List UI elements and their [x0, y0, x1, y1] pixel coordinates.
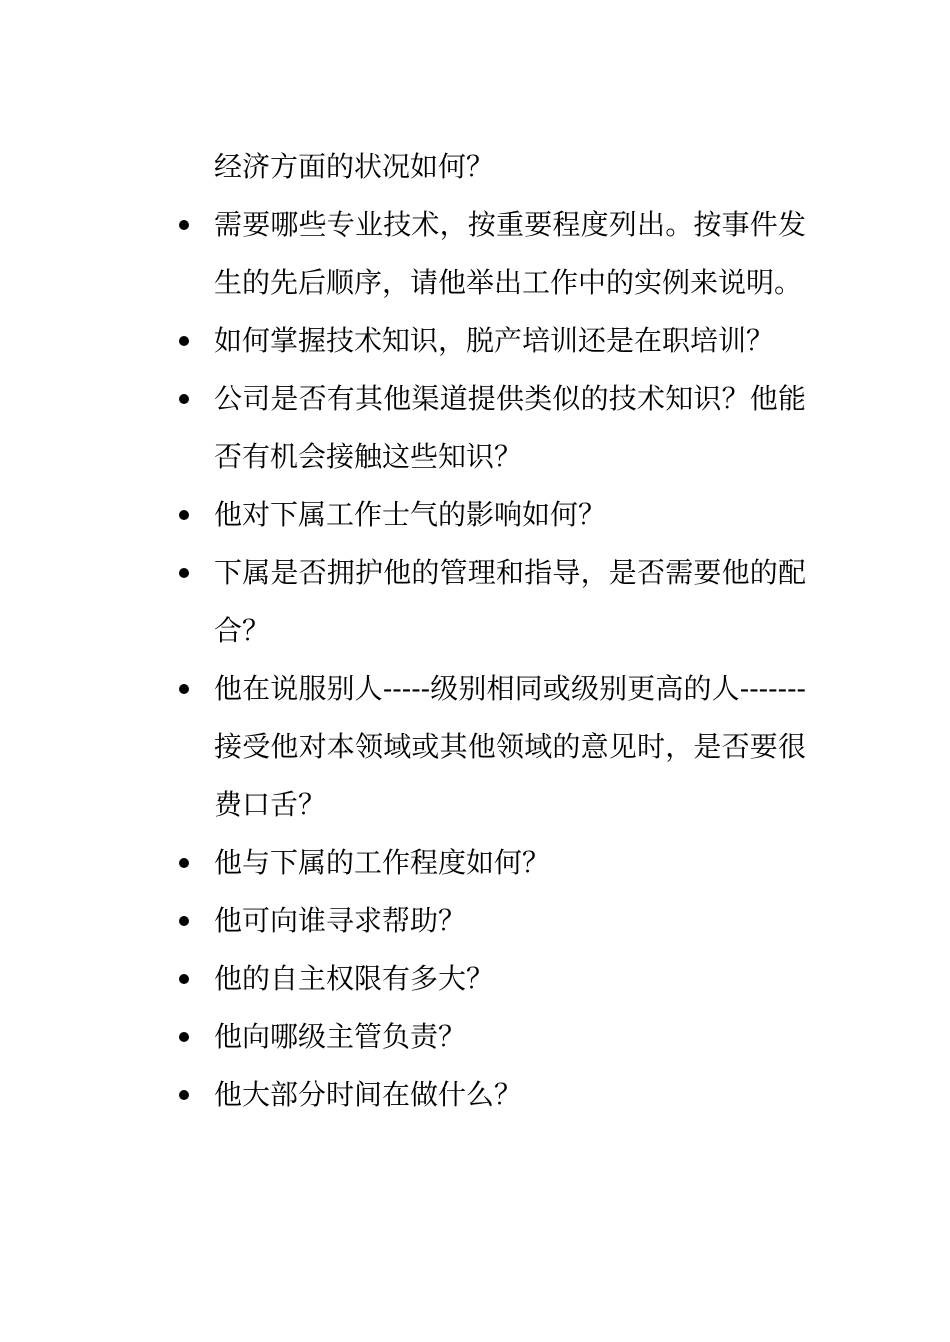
- bullet-icon: [179, 684, 189, 694]
- list-item-text: 如何掌握技术知识，脱产培训还是在职培训？: [214, 324, 775, 357]
- list-item-text: 需要哪些专业技术，按重要程度列出。按事件发生的先后顺序，请他举出工作中的实例来说明。: [214, 208, 806, 299]
- continuation-line: 经济方面的状况如何？: [214, 150, 495, 183]
- bullet-icon: [179, 1090, 189, 1100]
- list-item: [214, 544, 806, 660]
- list-item: [214, 1008, 806, 1066]
- list-item: [214, 370, 806, 486]
- bullet-icon: [179, 394, 189, 404]
- list-item: [214, 312, 806, 370]
- list-item: [214, 486, 806, 544]
- bullet-icon: [179, 974, 189, 984]
- bullet-icon: [179, 858, 189, 868]
- list-item-text: 他在说服别人-----级别相同或级别更高的人-------接受他对本领域或其他领域的意见时，是否要很费口舌？: [214, 672, 806, 821]
- bullet-icon: [179, 510, 189, 520]
- list-item-text: 他对下属工作士气的影响如何？: [214, 498, 607, 531]
- bullet-icon: [179, 1032, 189, 1042]
- list-item: [214, 196, 806, 312]
- list-item-text: 他可向谁寻求帮助？: [214, 904, 467, 937]
- bullet-icon: [179, 916, 189, 926]
- list-item: [214, 660, 806, 834]
- list-item: [214, 834, 806, 892]
- list-item-text: 下属是否拥护他的管理和指导，是否需要他的配合？: [214, 556, 806, 647]
- list-item-text: 他大部分时间在做什么？: [214, 1078, 523, 1111]
- list-item-text: 他的自主权限有多大？: [214, 962, 495, 995]
- list-item-text: 他与下属的工作程度如何？: [214, 846, 551, 879]
- list-item: [214, 950, 806, 1008]
- document-body: [214, 138, 806, 1124]
- list-item: [214, 892, 806, 950]
- bullet-icon: [179, 568, 189, 578]
- list-item: [214, 1066, 806, 1124]
- bullet-icon: [179, 220, 189, 230]
- bullet-icon: [179, 336, 189, 346]
- list-item-text: 公司是否有其他渠道提供类似的技术知识？他能否有机会接触这些知识？: [214, 382, 806, 473]
- question-list: [214, 196, 806, 1124]
- list-item-text: 他向哪级主管负责？: [214, 1020, 467, 1053]
